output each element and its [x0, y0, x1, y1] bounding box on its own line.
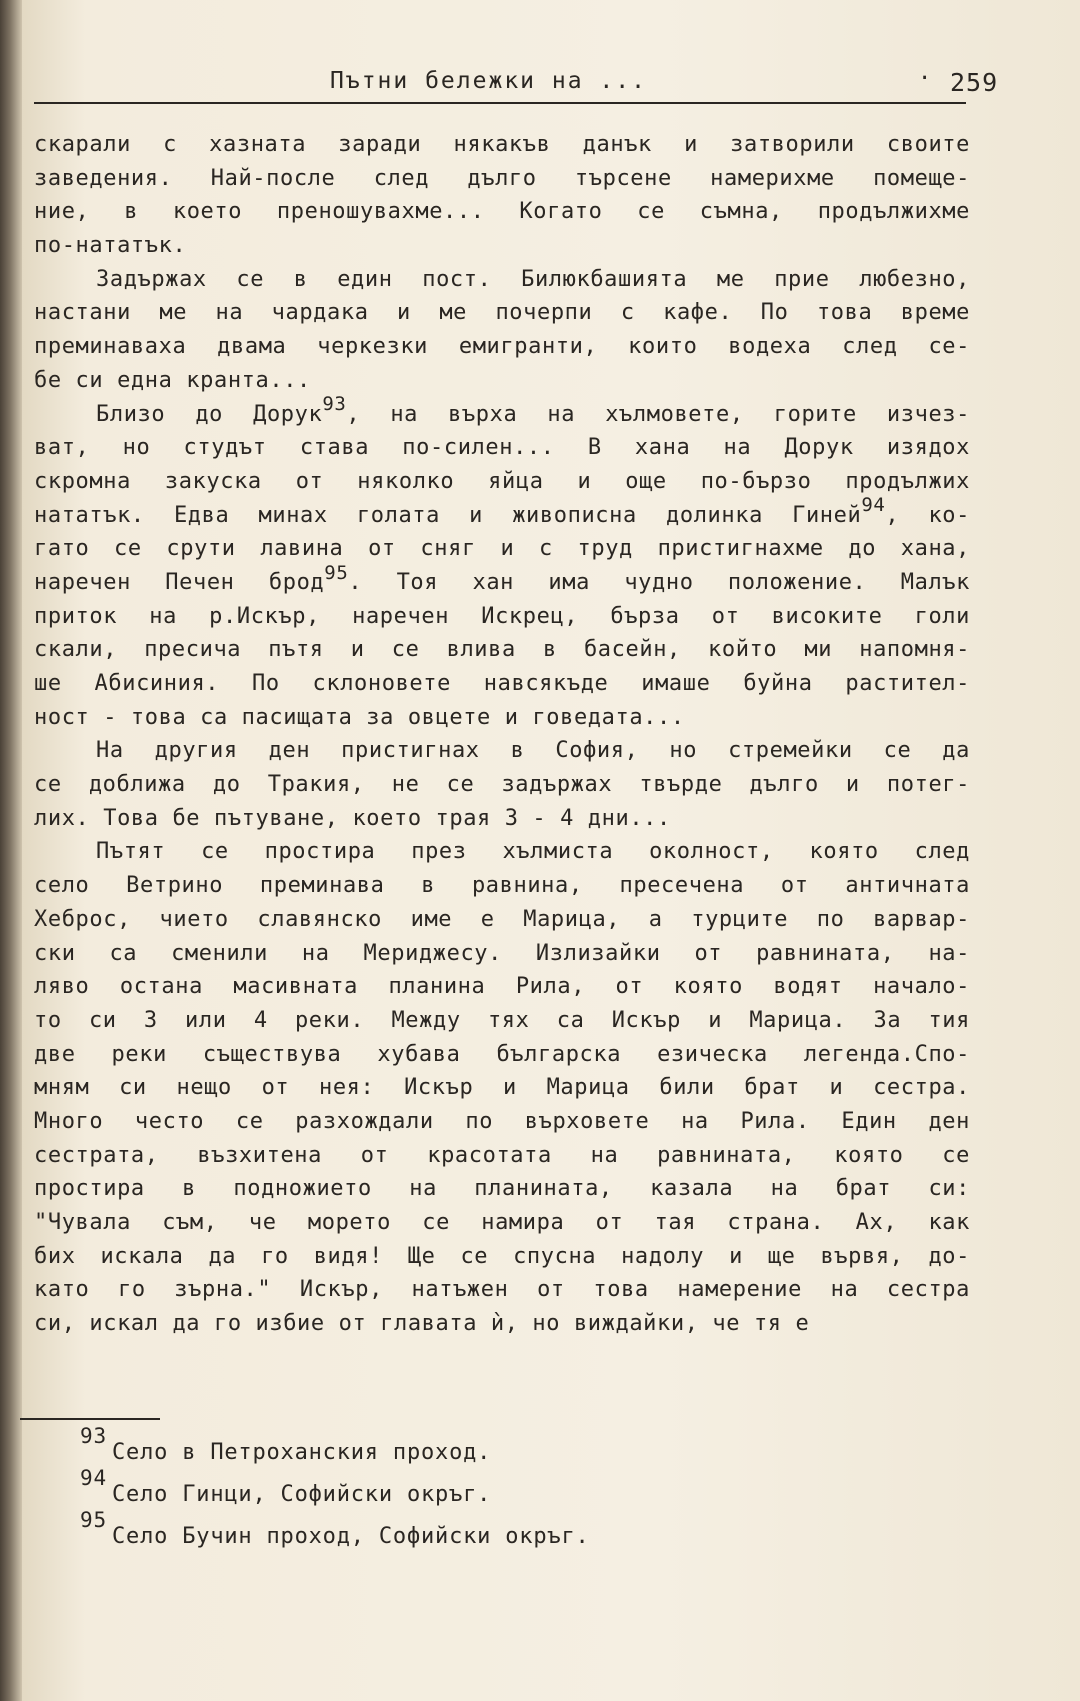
- text-line-content: наречен Печен брод: [34, 569, 325, 595]
- text-line: [34, 600, 970, 634]
- text-line: [34, 1105, 970, 1139]
- text-line-content: по-нататък.: [34, 233, 187, 259]
- text-line: [34, 869, 970, 903]
- text-line: [34, 296, 970, 330]
- footnote: [80, 1462, 880, 1507]
- text-line: [34, 494, 970, 533]
- text-line: [34, 667, 970, 701]
- page-header: [34, 66, 999, 104]
- text-line-content: нататък. Едва минах голата и живописна долинка Гиней: [34, 502, 862, 528]
- text-line: [34, 1004, 970, 1038]
- text-line: [34, 701, 970, 735]
- text-line-content: На другия ден пристигнах в София, но стремейки се да: [96, 738, 970, 764]
- footnote-text: Село Бучин проход, Софийски окръг.: [112, 1524, 590, 1549]
- text-line: [34, 835, 970, 869]
- text-line: [34, 734, 970, 768]
- footnote: [80, 1420, 880, 1465]
- text-line-content: заведения. Най-после след дълго търсене намерихме помеще-: [34, 165, 970, 191]
- text-line: [34, 633, 970, 667]
- text-line: [34, 1172, 970, 1206]
- text-line: [34, 970, 970, 1004]
- text-line-content: "Чувала съм, че морето се намира от тая страна. Ах, как: [34, 1210, 970, 1235]
- text-line-content: ляво остана масивната планина Рила, от която водят начало-: [34, 974, 970, 1000]
- text-line-content: преминаваха двама черкезки емигранти, които водеха след се-: [34, 334, 970, 360]
- text-line: [34, 903, 970, 937]
- book-spine-shadow: [0, 0, 22, 1701]
- text-line: [34, 768, 970, 802]
- header-separator: ·: [918, 66, 932, 91]
- text-line: [34, 465, 970, 499]
- text-line-continuation: , на върха на хълмовете, горите изчез-: [346, 401, 970, 427]
- footnote-number: 94: [80, 1466, 107, 1490]
- footnote-number: 93: [80, 1424, 107, 1448]
- text-line: [34, 1139, 970, 1173]
- text-line-content: Близо до Дорук: [96, 401, 323, 427]
- text-line: [34, 937, 970, 971]
- text-line-content: простира в подножието на планината, казала на брат си:: [34, 1176, 970, 1202]
- text-line-content: ние, в което преношувахме... Когато се съмна, продължихме: [34, 199, 970, 225]
- text-line-continuation: , ко-: [885, 502, 970, 528]
- text-line-content: се доближа до Тракия, не се задържах твърде дълго и потег-: [34, 772, 970, 798]
- text-line: [34, 195, 970, 229]
- text-line: [34, 802, 970, 836]
- text-line-content: скарали с хазната заради някакъв данък и затворили своите: [34, 132, 970, 157]
- footnote-text: Село Гинци, Софийски окръг.: [112, 1482, 492, 1507]
- text-line: [34, 364, 970, 398]
- footnote-text: Село в Петроханския проход.: [112, 1440, 492, 1465]
- text-line-content: две реки съществува хубава българска езическа легенда.Спо-: [34, 1041, 970, 1067]
- text-line-content: ват, но студът става по-силен... В хана на Дорук изядох: [34, 435, 970, 461]
- footnotes: [80, 1420, 880, 1549]
- footnote-reference: 94: [861, 494, 886, 517]
- text-line-content: бе си една кранта...: [34, 367, 311, 393]
- text-line-continuation: . Тоя хан има чудно положение. Малък: [348, 569, 970, 595]
- text-line-content: си, искал да го избие от главата ѝ, но виждайки, че тя е: [34, 1311, 810, 1337]
- page-number: 259: [950, 68, 999, 97]
- text-line-content: бих искала да го видя! Ще се спусна надолу и ще вървя, до-: [34, 1243, 970, 1269]
- text-line-content: ност - това са пасищата за овцете и говедата...: [34, 704, 685, 730]
- footnote-number: 95: [80, 1508, 107, 1532]
- body-text: [34, 128, 970, 1341]
- text-line-content: приток на р.Искър, наречен Искрец, бърза от високите голи: [34, 603, 970, 629]
- text-line-content: Пътят се простира през хълмиста околност, която след: [96, 839, 970, 865]
- text-line-content: като го зърна." Искър, натъжен от това намерение на сестра: [34, 1277, 970, 1303]
- text-line: [34, 532, 970, 566]
- text-line: [34, 1038, 970, 1072]
- text-line: [34, 393, 970, 432]
- text-line: [34, 431, 970, 465]
- text-line-content: Много често се разхождали по върховете на Рила. Един ден: [34, 1108, 970, 1134]
- text-line: [34, 162, 970, 196]
- text-line-content: Задържах се в един пост. Билюкбашията ме прие любезно,: [96, 266, 970, 292]
- text-line-content: скромна закуска от няколко яйца и още по-бързо продължих: [34, 468, 970, 494]
- text-line: [34, 1240, 970, 1274]
- text-line-content: то си 3 или 4 реки. Между тях са Искър и Марица. За тия: [34, 1007, 970, 1033]
- text-line: [34, 561, 970, 600]
- text-line-content: сестрата, възхитена от красотата на равнината, която се: [34, 1142, 970, 1168]
- text-line-content: ски са сменили на Мериджесу. Излизайки от равнината, на-: [34, 940, 970, 966]
- text-line: [34, 1071, 970, 1105]
- text-line: [34, 263, 970, 297]
- text-line-content: гато се срути лавина от сняг и с труд пристигнахме до хана,: [34, 536, 970, 562]
- text-line-content: настани ме на чардака и ме почерпи с кафе. По това време: [34, 300, 970, 326]
- text-line-content: скали, пресича пътя и се влива в басейн, който ми напомня-: [34, 637, 970, 663]
- text-line: [34, 1307, 970, 1341]
- text-line: [34, 1273, 970, 1307]
- footnote: [80, 1504, 880, 1549]
- running-title: Пътни бележки на ...: [330, 68, 647, 94]
- text-line: [34, 128, 970, 162]
- text-line-content: ше Абисиния. По склоновете навсякъде имаше буйна растител-: [34, 671, 970, 696]
- footnote-reference: 95: [324, 561, 349, 584]
- text-line-content: село Ветрино преминава в равнина, пресечена от античната: [34, 873, 970, 899]
- text-line-content: мням си нещо от нея: Искър и Марица били брат и сестра.: [34, 1075, 970, 1101]
- text-line: [34, 1206, 970, 1240]
- text-line-content: Хеброс, чието славянско име е Марица, а турците по варвар-: [34, 906, 970, 932]
- text-line: [34, 229, 970, 263]
- text-line-content: лих. Това бе пътуване, което трая 3 - 4 дни...: [34, 805, 671, 831]
- footnote-reference: 93: [322, 393, 347, 416]
- text-line: [34, 330, 970, 364]
